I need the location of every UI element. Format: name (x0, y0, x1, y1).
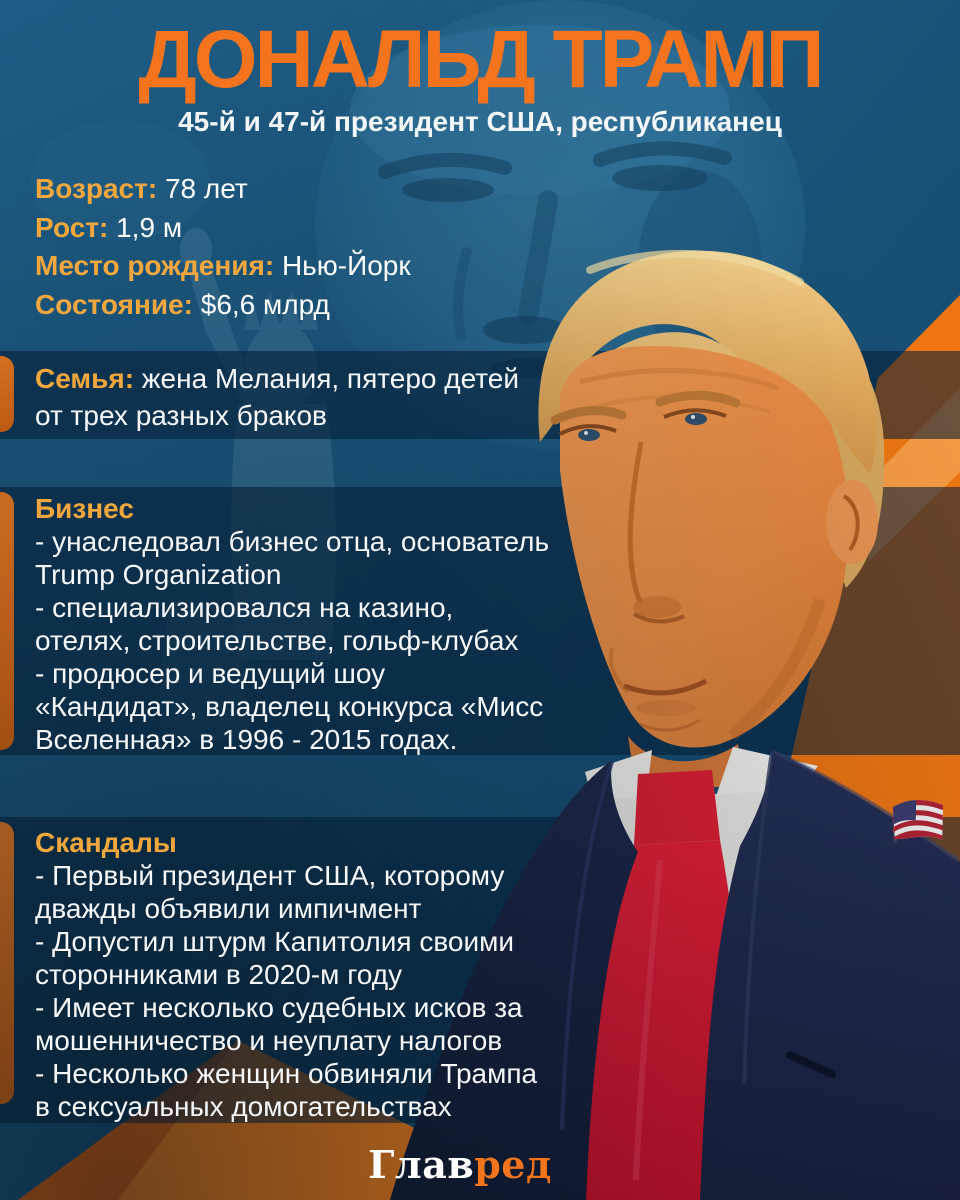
glavred-logo-orange-part: ред (474, 1142, 552, 1187)
fact-age-label: Возраст: (35, 173, 158, 204)
section-business-item: - унаследовал бизнес отца, основатель Trump Organization (35, 526, 550, 590)
fact-networth (35, 286, 555, 325)
section-scandals-item: - Допустил штурм Капитолия своими сторонниками в 2020-м году (35, 926, 515, 990)
section-scandals-item: - Имеет несколько судебных исков за мошенничество и неуплату налогов (35, 992, 523, 1056)
section-scandals (35, 826, 555, 1123)
section-business-item: - продюсер и ведущий шоу «Кандидат», владелец конкурса «Мисс Вселенная» в 1996 - 2015 годах. (35, 658, 544, 755)
section-scandals-item: - Несколько женщин обвиняли Трампа в сексуальных домогательствах (35, 1058, 538, 1122)
fact-birthplace-value: Нью-Йорк (281, 250, 411, 281)
page-title: ДОНАЛЬД ТРАМП (138, 14, 822, 105)
fact-height-value: 1,9 м (116, 211, 183, 243)
section-scandals-heading: Скандалы (35, 827, 177, 858)
section-business-item: - специализировался на казино, отелях, строительстве, гольф-клубах (35, 592, 519, 656)
fact-networth-label: Состояние: (35, 288, 193, 320)
page-subtitle: 45-й и 47-й президент США, республиканец (178, 106, 782, 137)
section-family-text: жена Мелания, пятеро детей от трех разных браков (35, 363, 519, 431)
section-business-heading: Бизнес (35, 493, 134, 524)
fact-list (35, 170, 555, 324)
fact-height (35, 209, 555, 248)
fact-height-label: Рост: (35, 211, 109, 243)
glavred-logo (0, 1143, 920, 1187)
section-business (35, 492, 555, 756)
fact-birthplace (35, 247, 555, 286)
fact-age-value: 78 лет (164, 173, 248, 204)
fact-birthplace-label: Место рождения: (35, 250, 275, 281)
section-scandals-item: - Первый президент США, которому дважды объявили импичмент (35, 860, 505, 924)
glavred-logo-white-part: Глав (368, 1142, 475, 1187)
section-family-heading: Семья: (35, 363, 135, 394)
fact-age (35, 170, 555, 209)
section-family (35, 360, 540, 434)
fact-networth-value: $6,6 млрд (200, 288, 330, 320)
